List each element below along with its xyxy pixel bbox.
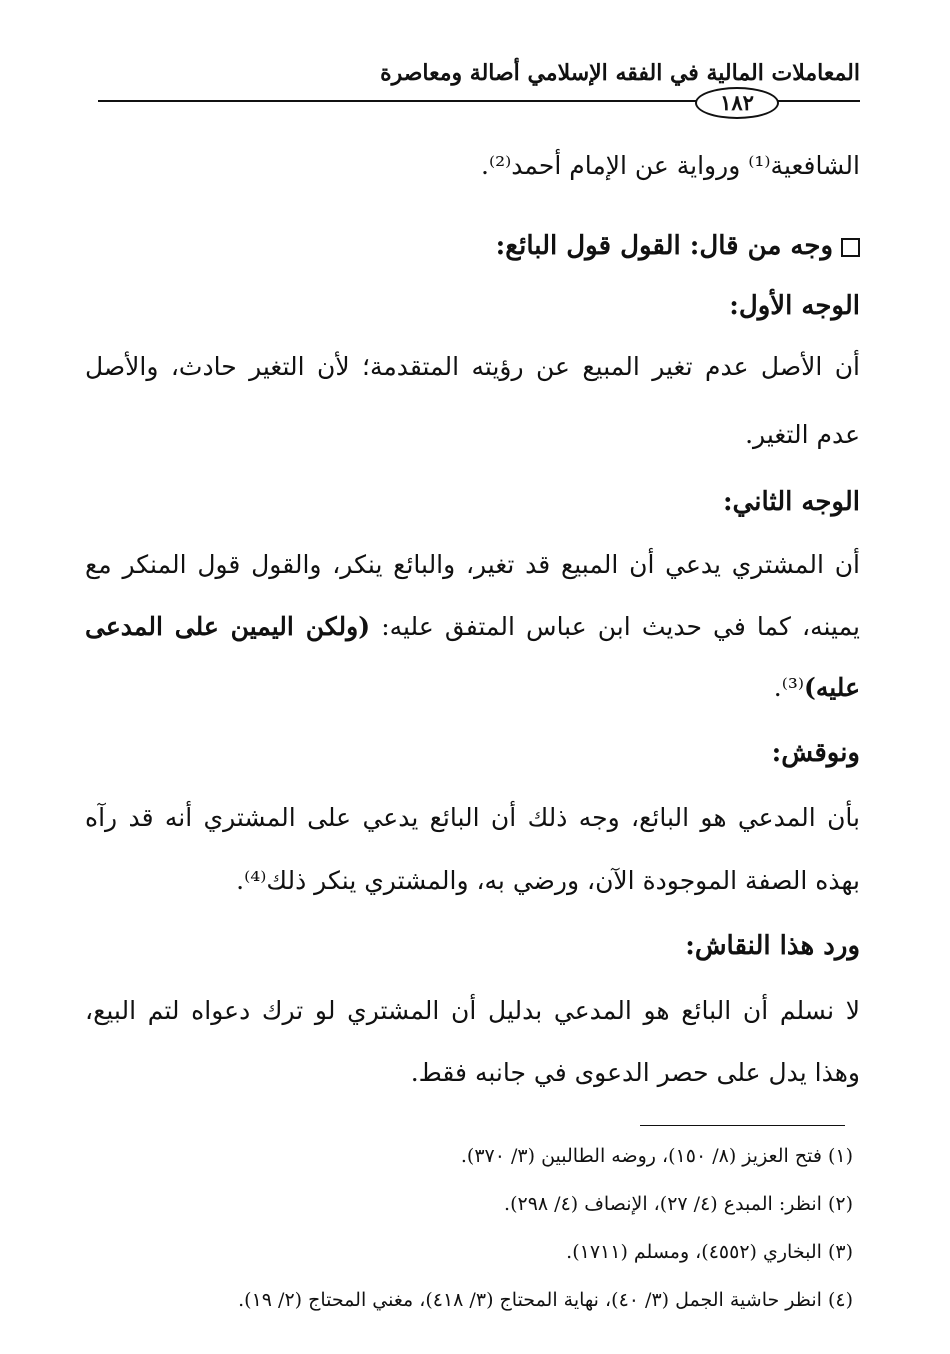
- text-line: [85, 667, 860, 709]
- text-line: أن المشتري يدعي أن المبيع قد تغير، والبائع ينكر، والقول قول المنكر مع: [85, 550, 860, 579]
- text-line: الشافعية⁽¹⁾ ورواية عن الإمام أحمد⁽²⁾.: [481, 151, 860, 180]
- discussion-heading: ونوقش:: [771, 738, 860, 768]
- footnote-separator: [640, 1125, 845, 1126]
- first-aspect-heading: الوجه الأول:: [729, 291, 860, 321]
- text-line: وهذا يدل على حصر الدعوى في جانبه فقط.: [410, 1058, 860, 1087]
- text-line: بأن المدعي هو البائع، وجه ذلك أن البائع يدعي على المشتري أنه قد رآه: [85, 803, 860, 832]
- response-heading: ورد هذا النقاش:: [685, 931, 860, 961]
- footnote: (٣) البخاري (٤٥٥٢)، ومسلم (١٧١١).: [566, 1241, 853, 1263]
- plain-text: يمينه، كما في حديث ابن عباس المتفق عليه:: [381, 612, 861, 641]
- text-line: عدم التغير.: [745, 420, 860, 449]
- footnote: (٢) انظر: المبدع (٤/ ٢٧)، الإنصاف (٤/ ٢٩٨).: [504, 1193, 853, 1215]
- second-aspect-heading: الوجه الثاني:: [722, 487, 860, 517]
- footnote: (١) فتح العزيز (٨/ ١٥٠)، روضه الطالبين (٣/ ٣٧٠).: [460, 1145, 853, 1167]
- section-heading: [85, 225, 860, 267]
- text-line: بهذه الصفة الموجودة الآن، ورضي به، والمشتري ينكر ذلك⁽⁴⁾.: [236, 866, 860, 895]
- square-bullet-icon: [841, 238, 860, 257]
- text-line: لا نسلم أن البائع هو المدعي بدليل أن المشتري لو ترك دعواه لتم البيع،: [85, 996, 860, 1025]
- page-number: ١٨٢: [695, 87, 779, 119]
- footnote-marker: ⁽³⁾.: [773, 673, 805, 702]
- text-line: [85, 606, 860, 648]
- footnote: (٤) انظر حاشية الجمل (٣/ ٤٠)، نهاية المحتاج (٣/ ٤١٨)، مغني المحتاج (٢/ ١٩).: [238, 1289, 853, 1311]
- running-header-title: المعاملات المالية في الفقه الإسلامي أصالة ومعاصرة: [380, 60, 860, 86]
- hadith-quote: (ولكن اليمين على المدعى: [85, 612, 371, 641]
- section-heading-text: وجه من قال: القول قول البائع:: [495, 231, 833, 261]
- text-line: أن الأصل عدم تغير المبيع عن رؤيته المتقدمة؛ لأن التغير حادث، والأصل: [85, 352, 860, 381]
- hadith-quote-end: عليه): [804, 673, 860, 702]
